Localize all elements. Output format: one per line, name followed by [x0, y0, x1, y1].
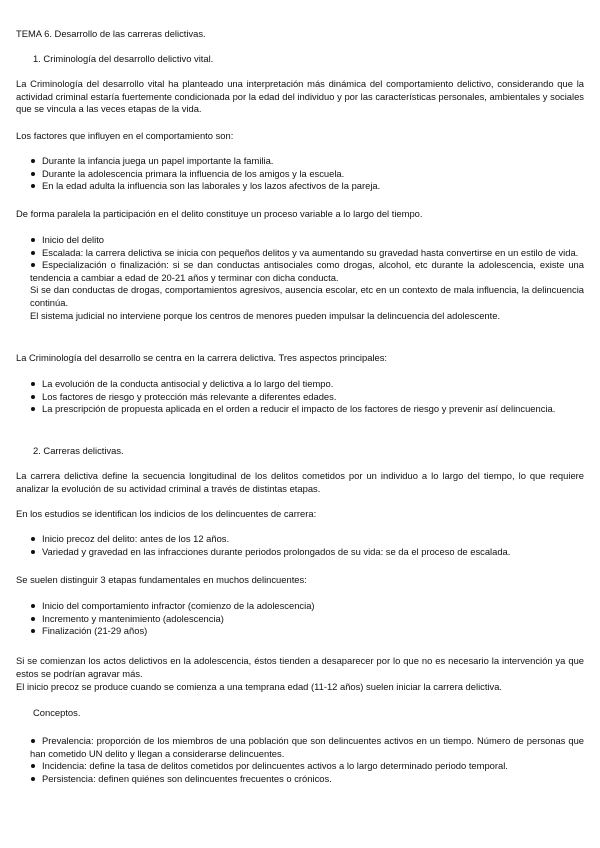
factors-lead: Los factores que influyen en el comportamiento son: — [16, 130, 234, 141]
participation-note: El sistema judicial no interviene porque los centros de menores pueden impulsar la delincuencia del adolescente. — [30, 309, 501, 321]
list-item: Variedad y gravedad en las infracciones durante periodos prolongados de su vida: se da el proceso de escalada. — [30, 546, 584, 559]
list-item: Durante la adolescencia primara la influencia de los amigos y la escuela. — [30, 168, 584, 181]
adolescence-note: Si se comienzan los actos delictivos en la adolescencia, éstos tienden a desaparecer por lo que no es necesario la intervención ya que estos se podrían agravar más. — [16, 655, 584, 679]
participation-note: Si se dan conductas de drogas, comportamientos agresivos, ausencia escolar, etc en un contexto de mala influencia, la delincuencia continúa. — [30, 284, 584, 308]
list-item: Inicio del comportamiento infractor (comienzo de la adolescencia) — [30, 600, 584, 613]
list-item: Durante la infancia juega un papel importante la familia. — [30, 155, 584, 168]
aspects-lead: La Criminología del desarrollo se centra en la carrera delictiva. Tres aspectos principales: — [16, 352, 388, 363]
participation-list — [30, 234, 584, 322]
list-item: Inicio precoz del delito: antes de los 12 años. — [30, 533, 584, 546]
early-onset-note: El inicio precoz se produce cuando se comienza a una temprana edad (11-12 años) suelen iniciar la carrera delictiva. — [16, 681, 503, 692]
list-item: Inicio del delito — [30, 234, 584, 247]
list-item: En la edad adulta la influencia son las laborales y los lazos afectivos de la pareja. — [30, 180, 584, 193]
document-title: TEMA 6. Desarrollo de las carreras delictivas. — [16, 28, 206, 39]
list-item: Incidencia: define la tasa de delitos cometidos por delincuentes activos a lo largo determinado periodo temporal. — [30, 760, 584, 773]
stages-lead: Se suelen distinguir 3 etapas fundamentales en muchos delincuentes: — [16, 574, 307, 585]
list-item: Incremento y mantenimiento (adolescencia) — [30, 613, 584, 626]
list-item: Prevalencia: proporción de los miembros de una población que son delincuentes activos en un tiempo. Número de personas que han cometido UN delito y llegan a considerarse delincuentes. — [30, 735, 584, 759]
stages-list — [30, 600, 584, 638]
section-2-intro: La carrera delictiva define la secuencia longitudinal de los delitos cometidos por un individuo a lo largo del tiempo, lo que requiere analizar la evolución de su actividad criminal a través de distintas etapas. — [16, 470, 584, 494]
list-item: La prescripción de propuesta aplicada en el orden a reducir el impacto de los factores de riesgo y prevenir así delincuencia. — [30, 403, 584, 416]
factors-list — [30, 155, 584, 193]
indicators-list — [30, 533, 584, 558]
participation-lead: De forma paralela la participación en el delito constituye un proceso variable a lo largo del tiempo. — [16, 208, 423, 219]
list-item: Persistencia: definen quiénes son delincuentes frecuentes o crónicos. — [30, 773, 584, 786]
indicators-lead: En los estudios se identifican los indicios de los delincuentes de carrera: — [16, 508, 317, 519]
aspects-list — [30, 378, 584, 416]
list-item: Finalización (21-29 años) — [30, 625, 584, 638]
section-1-heading: 1. Criminología del desarrollo delictivo vital. — [33, 53, 214, 64]
list-item: Especialización o finalización: si se dan conductas antisociales como drogas, alcohol, etc durante la adolescencia, existe una tendencia a cambiar a edad de 20-21 años y terminar con dicha conducta. — [30, 259, 584, 283]
list-item: La evolución de la conducta antisocial y delictiva a lo largo del tiempo. — [30, 378, 584, 391]
list-item: Los factores de riesgo y protección más relevante a diferentes edades. — [30, 391, 584, 404]
section-1-intro: La Criminología del desarrollo vital ha planteado una interpretación más dinámica del comportamiento delictivo, considerando que la actividad criminal estaría fuertemente condicionada por la edad del individuo y por las características personales, ambientales y sociales que se vincula a las veces etapas de la vida. — [16, 78, 584, 115]
concepts-list — [30, 735, 584, 785]
list-item: Escalada: la carrera delictiva se inicia con pequeños delitos y va aumentando su gravedad hasta convertirse en un estilo de vida. — [30, 247, 584, 260]
section-2-heading: 2. Carreras delictivas. — [33, 445, 124, 456]
concepts-heading: Conceptos. — [33, 707, 81, 718]
